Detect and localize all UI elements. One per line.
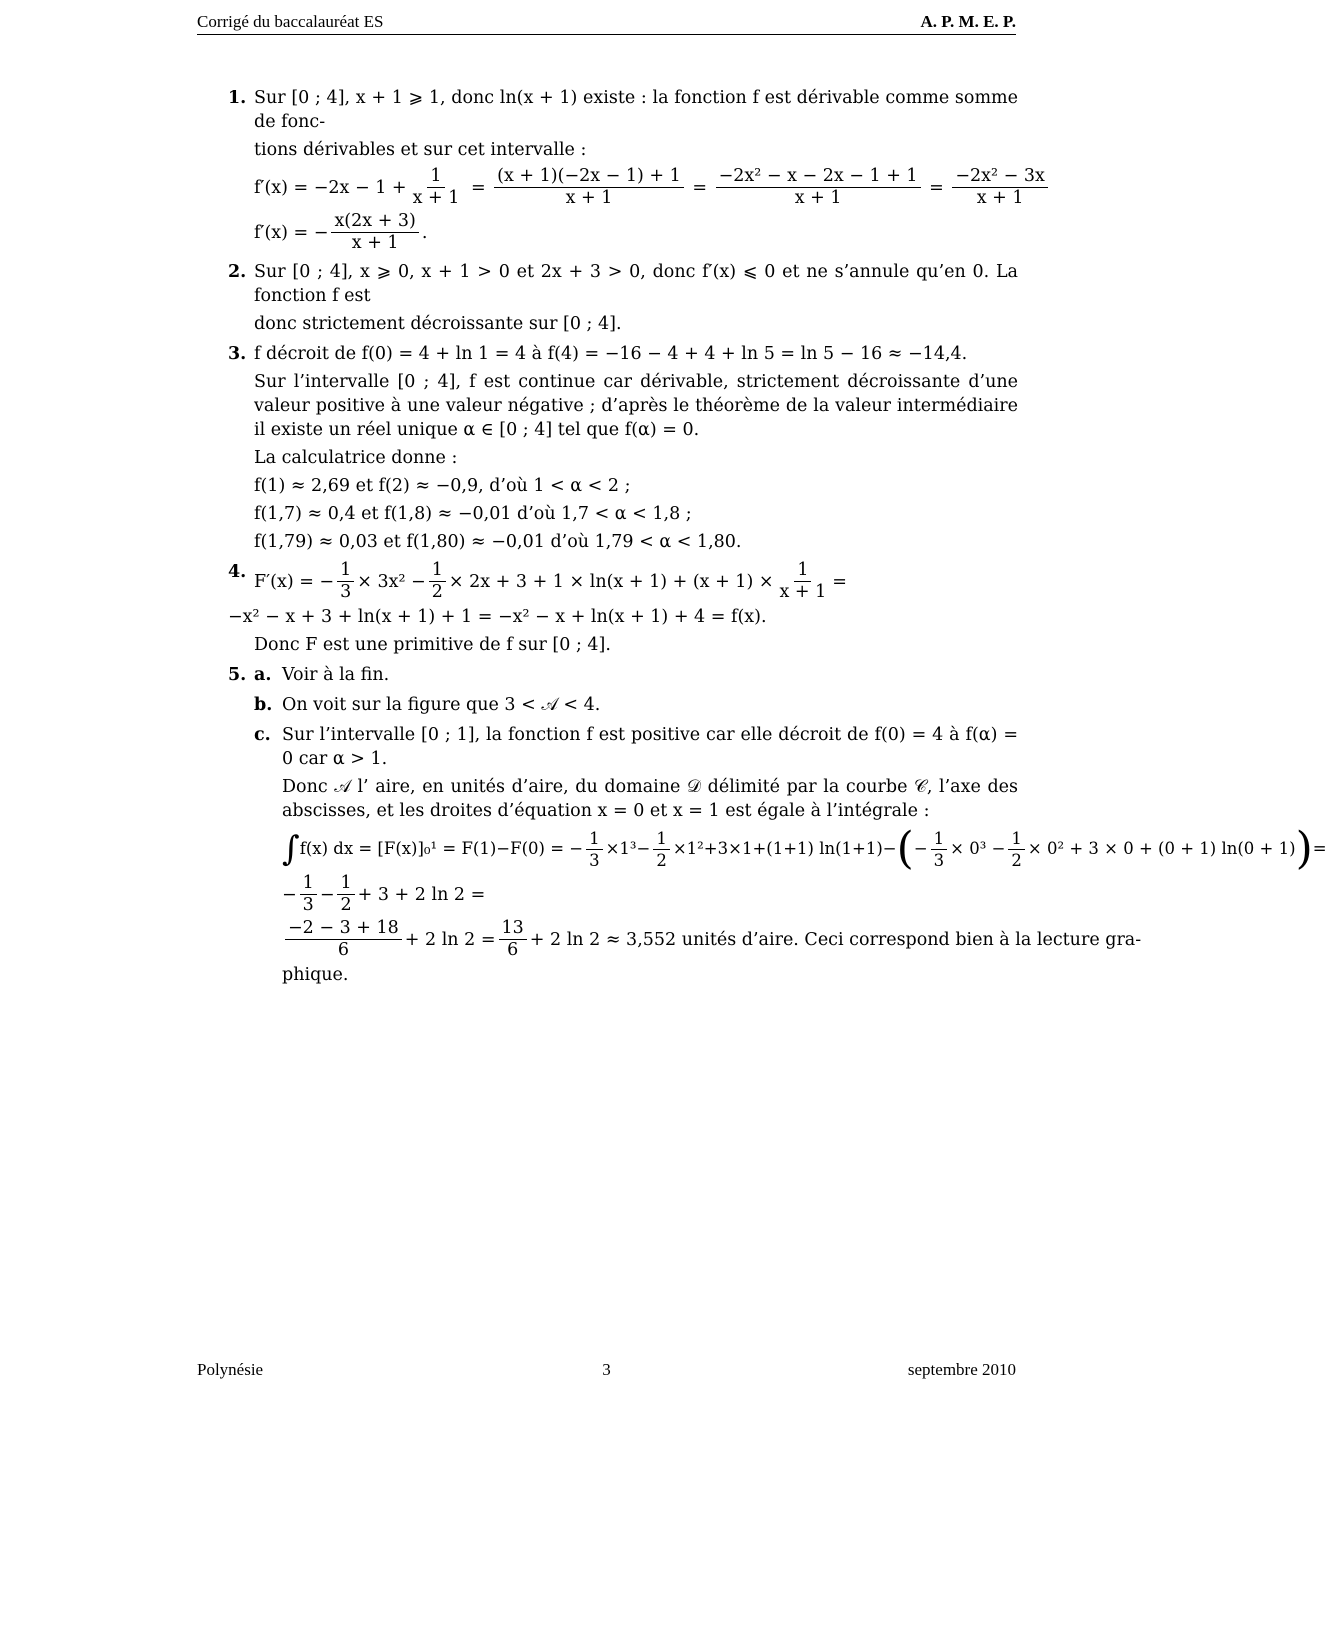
q5-c-paragraph-2: Donc 𝒜 l’ aire, en unités d’aire, du domaine 𝒟 délimité par la courbe 𝒞, l’axe des abscisses, et les droites d’équation x = 0 et x = 1 est égale à l’intégrale : xyxy=(282,777,1018,821)
q2-text-1: Sur [0 ; 4], x ⩾ 0, x + 1 > 0 et 2x + 3 > 0, donc f′(x) ⩽ 0 et ne s’annule qu’en 0. La fonction f est xyxy=(254,262,1018,306)
fraction: $\frac{1}{3}$ xyxy=(586,828,603,871)
q5-integral-line-4: phique. xyxy=(282,965,349,985)
question-5 xyxy=(228,663,1327,987)
question-1 xyxy=(228,86,1045,254)
q3-result-1: f(1) ≈ 2,69 et f(2) ≈ −0,9, d’où 1 < α < 2 ; xyxy=(254,476,631,496)
q2-text-2: donc strictement décroissante sur [0 ; 4]. xyxy=(254,314,622,334)
fraction: $\frac{1}{2}$ xyxy=(337,873,354,916)
q5-integral-line: ∫ f(x) dx = [F(x)]₀¹ = F(1)−F(0) = − $\frac{1}{3}$ ×1³− $\frac{1}{2}$ ×1²+3×1+(1+1) ln(1+1)− ( − $\frac{1}{3}$ × 0³ − $\frac{1}{2}$ × 0² + 3 × 0 + (0 + 1) ln(0 + 1) ) = xyxy=(282,823,1327,874)
q1-equation-1: f′(x) = −2x − 1 + $\frac{1}{x + 1}$ = $\frac{(x + 1)(-2x - 1) + 1}{x + 1}$ = $\frac{\text{−2x² − x − 2x − 1 + 1}}{x + 1}$ = $\frac{\text{−2x² − 3x}}{x + 1}$ xyxy=(254,166,1018,209)
q5-part-c: c. Sur l’intervalle [0 ; 1], la fonction f est positive car elle décroit de f(0) = 4 à f(α) = 0 car α > 1. Donc 𝒜 l’ aire, en unités d’aire, du domaine 𝒟 délimité par la courbe 𝒞, l’axe des abscisses, et les droites d’équation x = 0 et x = 1 est égale à l’intégrale : ∫ f(x) dx = [F(x)]₀¹ = F(1)−F(0) = − $\frac{1}{3}$ ×1³− $\frac{1}{2}$ ×1²+3×1+(1+1) ln(1+1)− ( − $\frac{1}{3}$ × 0³ − $\frac{1}{2}$ × 0² + 3 × 0 + (0 + 1) ln(0 + 1) ) = − $\frac{1}{3}$ − $\frac{1}{2}$ + 3 + 2 ln 2 = $\frac{-2 - 3 + 18}{6}$ + 2 ln 2 = $\frac{13}{6}$ + 2 ln 2 ≈ 3,552 unités d’aire. Ceci correspond bien à la lecture gra- phique. xyxy=(254,725,1327,985)
q3-result-3: f(1,79) ≈ 0,03 et f(1,80) ≈ −0,01 d’où 1,79 < α < 1,80. xyxy=(254,532,742,552)
page-number: 3 xyxy=(602,1360,611,1379)
q4-equation-1: F′(x) = − $\frac{1}{3}$ × 3x² − $\frac{1}{2}$ × 2x + 3 + 1 × ln(x + 1) + (x + 1) × $\frac{1}{x + 1}$ = xyxy=(254,560,847,602)
fraction: $\frac{\text{−2x² − x − 2x − 1 + 1}}{x + 1}$ xyxy=(716,166,921,209)
q5-part-a: a. Voir à la fin. xyxy=(254,665,390,685)
question-4 xyxy=(228,560,1018,657)
question-number: 4. xyxy=(228,562,247,582)
question-2 xyxy=(228,260,1018,336)
header-left: Corrigé du baccalauréat ES xyxy=(197,12,384,31)
footer-left: Polynésie xyxy=(197,1360,264,1379)
question-number: 1. xyxy=(228,88,247,108)
fraction: $\frac{13}{6}$ xyxy=(499,918,527,961)
fraction: $\frac{1}{2}$ xyxy=(1008,828,1025,871)
q5-c-paragraph-1: Sur l’intervalle [0 ; 1], la fonction f est positive car elle décroit de f(0) = 4 à f(α) = 0 car α > 1. xyxy=(282,725,1018,769)
q5-integral-line-3: $\frac{-2 - 3 + 18}{6}$ + 2 ln 2 = $\frac{13}{6}$ + 2 ln 2 ≈ 3,552 unités d’aire. Ceci correspond bien à la lecture gra- xyxy=(282,918,1018,961)
header-right: A. P. M. E. P. xyxy=(920,12,1016,31)
footer-right: septembre 2010 xyxy=(907,1360,1016,1379)
q1-text-1: Sur [0 ; 4], x + 1 ⩾ 1, donc ln(x + 1) existe : la fonction f est dérivable comme somme de fonc- xyxy=(254,88,1018,132)
fraction: $\frac{x(2x + 3)}{x + 1}$ xyxy=(331,211,418,254)
q4-line-2: −x² − x + 3 + ln(x + 1) + 1 = −x² − x + ln(x + 1) + 4 = f(x). xyxy=(228,607,767,627)
fraction: $\frac{(x + 1)(-2x - 1) + 1}{x + 1}$ xyxy=(494,166,684,209)
question-3 xyxy=(228,342,1018,554)
q5-part-b: b. On voit sur la figure que 3 < 𝒜 < 4. xyxy=(254,695,601,715)
q4-line-3: Donc F est une primitive de f sur [0 ; 4]. xyxy=(254,635,611,655)
fraction: $\frac{\text{−2x² − 3x}}{x + 1}$ xyxy=(952,166,1047,209)
q5-integral-line-2: − $\frac{1}{3}$ − $\frac{1}{2}$ + 3 + 2 ln 2 = xyxy=(282,873,486,915)
q3-line-1: f décroit de f(0) = 4 + ln 1 = 4 à f(4) = −16 − 4 + 4 + ln 5 = ln 5 − 16 ≈ −14,4. xyxy=(254,344,968,364)
fraction: $\frac{1}{3}$ xyxy=(931,828,948,871)
fraction: $\frac{1}{2}$ xyxy=(653,828,670,871)
q3-calc: La calculatrice donne : xyxy=(254,448,458,468)
q1-equation-2: f′(x) = − $\frac{x(2x + 3)}{x + 1}$ . xyxy=(254,211,428,253)
integral-sign: ∫ xyxy=(282,829,300,869)
question-number: 5. xyxy=(228,665,247,685)
q3-result-2: f(1,7) ≈ 0,4 et f(1,8) ≈ −0,01 d’où 1,7 < α < 1,8 ; xyxy=(254,504,692,524)
question-number: 3. xyxy=(228,344,247,364)
q3-paragraph: Sur l’intervalle [0 ; 4], f est continue car dérivable, strictement décroissante d’une valeur positive à une valeur négative ; d’après le théorème de la valeur intermédiaire il existe un réel unique α ∈ [0 ; 4] tel que f(α) = 0. xyxy=(254,372,1018,440)
q1-text-2: tions dérivables et sur cet intervalle : xyxy=(254,140,587,160)
page-header xyxy=(197,12,1016,35)
fraction: $\frac{1}{3}$ xyxy=(300,873,317,916)
fraction: $\frac{1}{x + 1}$ xyxy=(412,166,460,208)
main-content xyxy=(228,86,1327,993)
question-number: 2. xyxy=(228,262,247,282)
fraction: $\frac{-2 - 3 + 18}{6}$ xyxy=(285,918,402,961)
fraction: $\frac{1}{2}$ xyxy=(429,560,446,603)
fraction: $\frac{1}{x + 1}$ xyxy=(779,560,827,602)
fraction: $\frac{1}{3}$ xyxy=(337,560,354,603)
